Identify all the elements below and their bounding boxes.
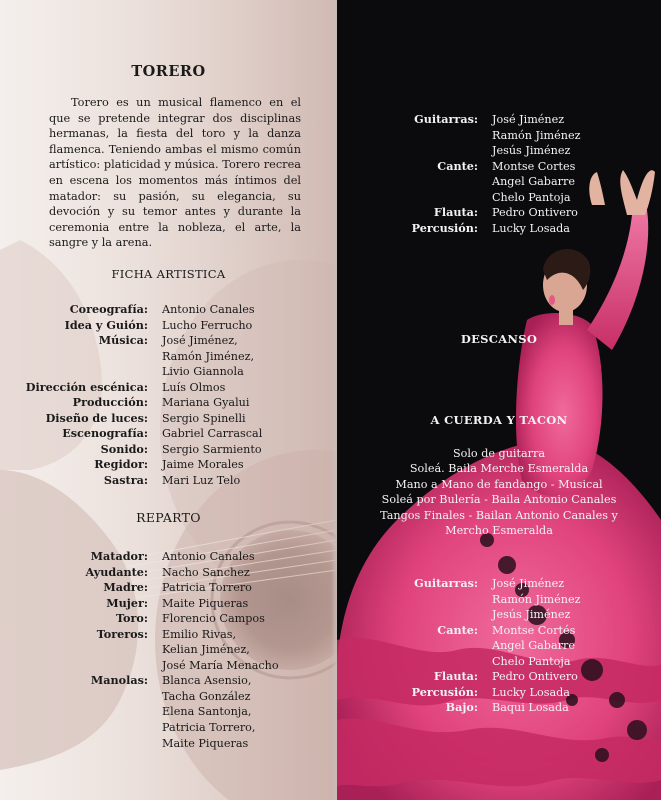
credit-row	[0, 627, 337, 674]
credit-names	[162, 596, 337, 612]
credit-names	[162, 318, 337, 334]
credit-name: Blanca Asensio,	[162, 674, 252, 688]
credit-names	[492, 669, 661, 685]
credit-names	[162, 302, 337, 318]
credit-names	[162, 442, 337, 458]
credit-role: Mujer:	[106, 595, 148, 610]
credit-role: Idea y Guión:	[64, 317, 148, 332]
credit-row	[0, 457, 337, 473]
credit-row	[0, 473, 337, 489]
credit-name: Maite Piqueras	[162, 736, 249, 750]
program-item: Mano a Mano de fandango - Musical	[395, 477, 603, 491]
credit-role: Toreros:	[96, 626, 148, 641]
credit-names	[492, 159, 661, 206]
credit-names	[162, 333, 337, 380]
credit-name: Jesús Jiménez	[492, 144, 571, 158]
credit-role: Flauta:	[433, 669, 478, 684]
program-item: Tangos Finales - Bailan Antonio Canales y	[380, 508, 618, 522]
credit-row	[337, 112, 661, 159]
credit-names	[162, 627, 337, 674]
credit-role: Producción:	[72, 395, 148, 410]
credit-role: Madre:	[103, 580, 148, 595]
program-item: Soleá. Baila Merche Esmeralda	[409, 462, 589, 476]
credit-name: Kelian Jiménez,	[162, 643, 250, 657]
credit-role: Manolas:	[90, 673, 148, 688]
credit-names	[492, 112, 661, 159]
credit-names	[492, 221, 661, 237]
credit-row	[337, 221, 661, 237]
credit-row	[0, 380, 337, 396]
credit-name: Lucky Losada	[492, 221, 570, 235]
credit-names	[492, 205, 661, 221]
program-item: Mercho Esmeralda	[445, 524, 553, 538]
credit-name: Ramón Jiménez	[492, 128, 581, 142]
reparto-heading: REPARTO	[136, 510, 201, 525]
credit-role: Guitarras:	[414, 112, 478, 126]
credit-row	[337, 700, 661, 716]
credit-row	[0, 580, 337, 596]
credit-name: Ramón Jiménez,	[162, 349, 255, 363]
credit-name: Patricia Torrero,	[162, 721, 256, 735]
credit-role: Percusión:	[411, 220, 478, 235]
credit-name: Florencio Campos	[162, 612, 265, 626]
credit-role: Música:	[98, 333, 148, 348]
program-item: Solo de guitarra	[452, 447, 546, 460]
credit-names	[162, 673, 337, 751]
credit-names	[162, 580, 337, 596]
credit-row	[0, 549, 337, 565]
credit-name: Lucky Losada	[492, 685, 570, 699]
program-list	[337, 446, 661, 538]
credit-names	[492, 576, 661, 623]
credit-name: Gabriel Carrascal	[162, 427, 263, 441]
credit-row	[0, 673, 337, 751]
credit-names	[162, 457, 337, 473]
credit-name: José Jiménez	[492, 577, 565, 590]
credit-row	[0, 611, 337, 627]
credit-names	[492, 685, 661, 701]
credit-name: Emilio Rivas,	[162, 627, 237, 641]
credit-name: José Jiménez	[492, 113, 565, 126]
credit-role: Coreografía:	[69, 302, 148, 316]
credit-role: Diseño de luces:	[45, 410, 148, 425]
credit-row	[337, 685, 661, 701]
credit-role: Percusión:	[411, 684, 478, 699]
credit-name: Mari Luz Telo	[162, 474, 241, 488]
credit-row	[0, 318, 337, 334]
ficha-list	[0, 302, 337, 489]
credit-name: Patricia Torrero	[162, 581, 252, 595]
credit-names	[162, 473, 337, 489]
credit-name: Angel Gabarre	[492, 175, 575, 189]
program-item: Soleá por Bulería - Baila Antonio Canales	[381, 493, 617, 507]
credit-names	[162, 549, 337, 565]
credit-row	[337, 576, 661, 623]
credit-names	[162, 426, 337, 442]
credit-row	[337, 669, 661, 685]
second-part-heading: A CUERDA Y TACON	[430, 413, 568, 427]
credit-name: Jesús Jiménez	[492, 608, 571, 622]
credit-name: Tacha González	[162, 689, 251, 703]
right-panel	[337, 0, 661, 800]
credit-row	[0, 596, 337, 612]
credit-names	[162, 395, 337, 411]
credit-name: Mariana Gyalui	[162, 396, 250, 410]
credit-names	[162, 565, 337, 581]
credit-name: Jaime Morales	[162, 458, 244, 472]
credit-row	[0, 302, 337, 318]
credit-role: Flauta:	[433, 205, 478, 220]
credit-names	[162, 411, 337, 427]
credit-names	[162, 380, 337, 396]
credit-role: Cante:	[437, 158, 478, 173]
credit-name: Angel Gabarre	[492, 639, 575, 653]
credit-role: Dirección escénica:	[25, 379, 148, 394]
credit-name: Ramón Jiménez	[492, 592, 581, 606]
credit-names	[492, 700, 661, 716]
musicians-list-1	[337, 112, 661, 236]
show-title: TORERO	[131, 63, 206, 80]
credit-role: Escenografía:	[62, 426, 148, 441]
credit-name: Pedro Ontivero	[492, 206, 578, 220]
credit-name: Livio Giannola	[162, 365, 244, 379]
credit-role: Toro:	[116, 611, 148, 626]
credit-name: Nacho Sanchez	[162, 565, 250, 579]
credit-role: Regidor:	[94, 457, 148, 472]
credit-role: Sastra:	[103, 473, 148, 488]
credit-row	[337, 623, 661, 670]
musicians-list-2	[337, 576, 661, 716]
ficha-heading: FICHA ARTISTICA	[111, 267, 226, 281]
credit-role: Guitarras:	[414, 576, 478, 590]
intro-paragraph: Torero es un musical flamenco en el que se pretende integrar dos disciplinas hermanas, la fiesta del toro y la danza flamenca. Teniendo ambas el mismo común artístico: platicidad y música. Torero recrea en escena los momentos más íntimos del matador: su pasión, su elegancia, su devoción y su temor antes y durante la ceremonia entre la nobleza, el arte, la sangre y la arena.	[49, 96, 301, 250]
credit-name: Lucho Ferrucho	[162, 318, 253, 332]
descanso-heading: DESCANSO	[460, 332, 538, 346]
credit-row	[337, 205, 661, 221]
credit-role: Ayudante:	[85, 564, 148, 579]
credit-row	[0, 426, 337, 442]
credit-row	[0, 395, 337, 411]
credit-name: Sergio Spinelli	[162, 411, 246, 425]
credit-name: José Jiménez,	[162, 334, 238, 348]
credit-row	[0, 411, 337, 427]
credit-row	[0, 565, 337, 581]
credit-name: Montse Cortés	[492, 623, 576, 637]
credit-role: Matador:	[90, 549, 148, 563]
credit-row	[0, 333, 337, 380]
credit-name: Montse Cortes	[492, 159, 576, 173]
credit-name: Antonio Canales	[162, 303, 255, 316]
credit-names	[162, 611, 337, 627]
credit-role: Sonido:	[100, 441, 148, 456]
credit-name: Chelo Pantoja	[492, 654, 571, 668]
credit-name: Luís Olmos	[162, 380, 226, 394]
credit-role: Cante:	[437, 622, 478, 637]
credit-name: Elena Santonja,	[162, 705, 252, 719]
credit-name: Baqui Losada	[492, 701, 569, 715]
credit-name: José María Menacho	[162, 658, 279, 672]
reparto-list	[0, 549, 337, 751]
credit-name: Sergio Sarmiento	[162, 442, 262, 456]
credit-name: Maite Piqueras	[162, 596, 249, 610]
credit-name: Chelo Pantoja	[492, 190, 571, 204]
credit-name: Antonio Canales	[162, 550, 255, 563]
credit-row	[337, 159, 661, 206]
credit-role: Bajo:	[445, 700, 478, 715]
credit-row	[0, 442, 337, 458]
credit-names	[492, 623, 661, 670]
credit-name: Pedro Ontivero	[492, 670, 578, 684]
